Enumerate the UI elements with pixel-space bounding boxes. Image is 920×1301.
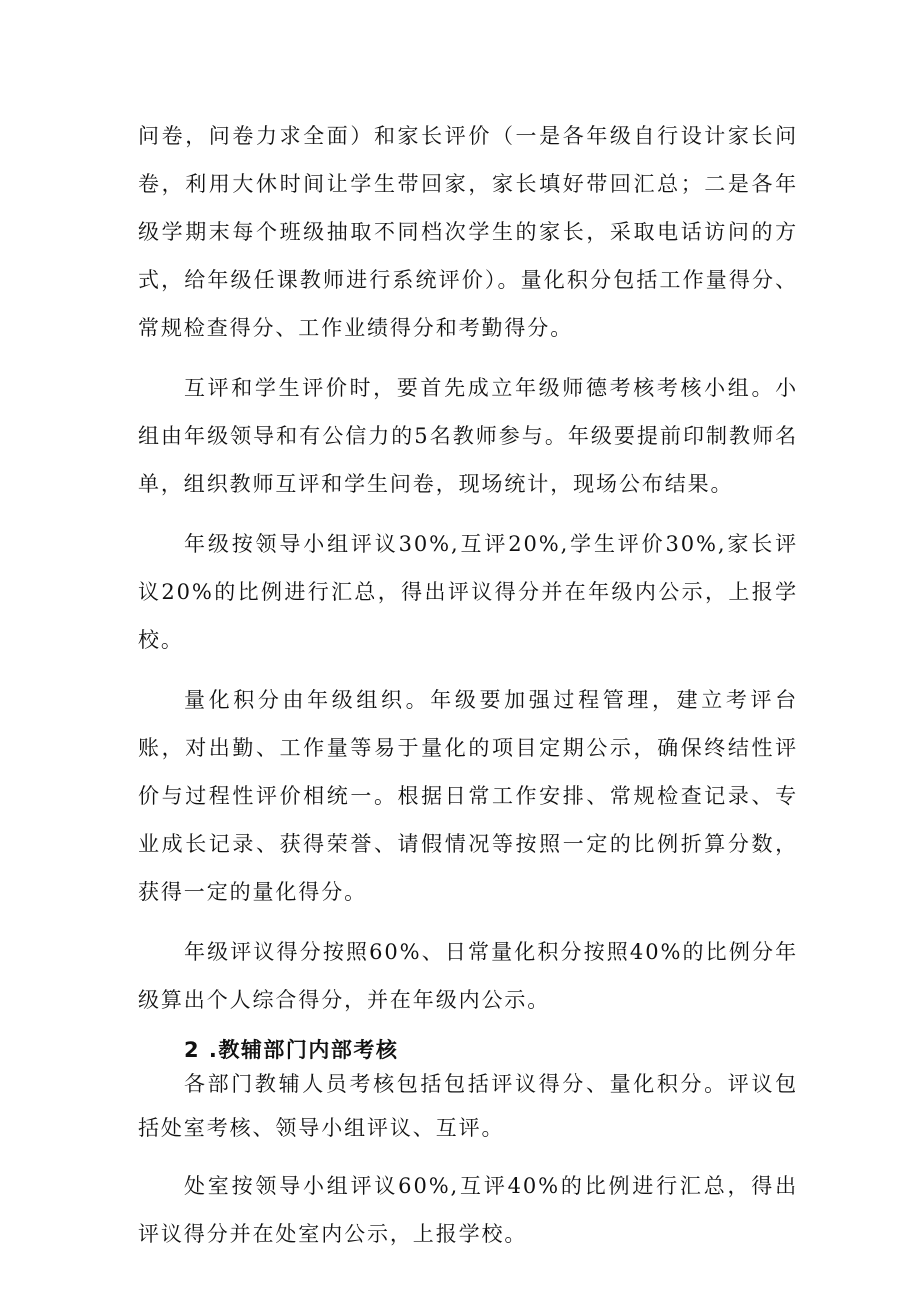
paragraph-composite-score: 年级评议得分按照60%、日常量化积分按照40%的比例分年级算出个人综合得分，并在年级内公示。 [138,940,798,1012]
section-heading-support-departments: 2 .教辅部门内部考核 [184,1038,399,1062]
paragraph-evaluation-methods: 问卷，问卷力求全面）和家长评价（一是各年级自行设计家长问卷，利用大休时间让学生带回家，家长填好带回汇总；二是各年级学期末每个班级抽取不同档次学生的家长，采取电话访问的方式，给年级任课教师进行系统评价）。量化积分包括工作量得分、常规检查得分、工作业绩得分和考勤得分。 [138,124,798,340]
paragraph-quantitative-score: 量化积分由年级组织。年级要加强过程管理，建立考评台账，对出勤、工作量等易于量化的项目定期公示，确保终结性评价与过程性评价相统一。根据日常工作安排、常规检查记录、专业成长记录、获得荣誉、请假情况等按照一定的比例折算分数，获得一定的量化得分。 [138,688,798,904]
document-body [138,112,798,1258]
paragraph-assessment-team: 互评和学生评价时，要首先成立年级师德考核考核小组。小组由年级领导和有公信力的5名教师参与。年级要提前印制教师名单，组织教师互评和学生问卷，现场统计，现场公布结果。 [138,376,798,496]
paragraph-grade-weighting: 年级按领导小组评议30%,互评20%,学生评价30%,家长评议20%的比例进行汇总，得出评议得分并在年级内公示，上报学校。 [138,532,798,652]
paragraph-office-weighting: 处室按领导小组评议60%,互评40%的比例进行汇总，得出评议得分并在处室内公示，上报学校。 [138,1174,798,1246]
paragraph-support-staff-assessment: 各部门教辅人员考核包括包括评议得分、量化积分。评议包括处室考核、领导小组评议、互评。 [138,1072,798,1140]
